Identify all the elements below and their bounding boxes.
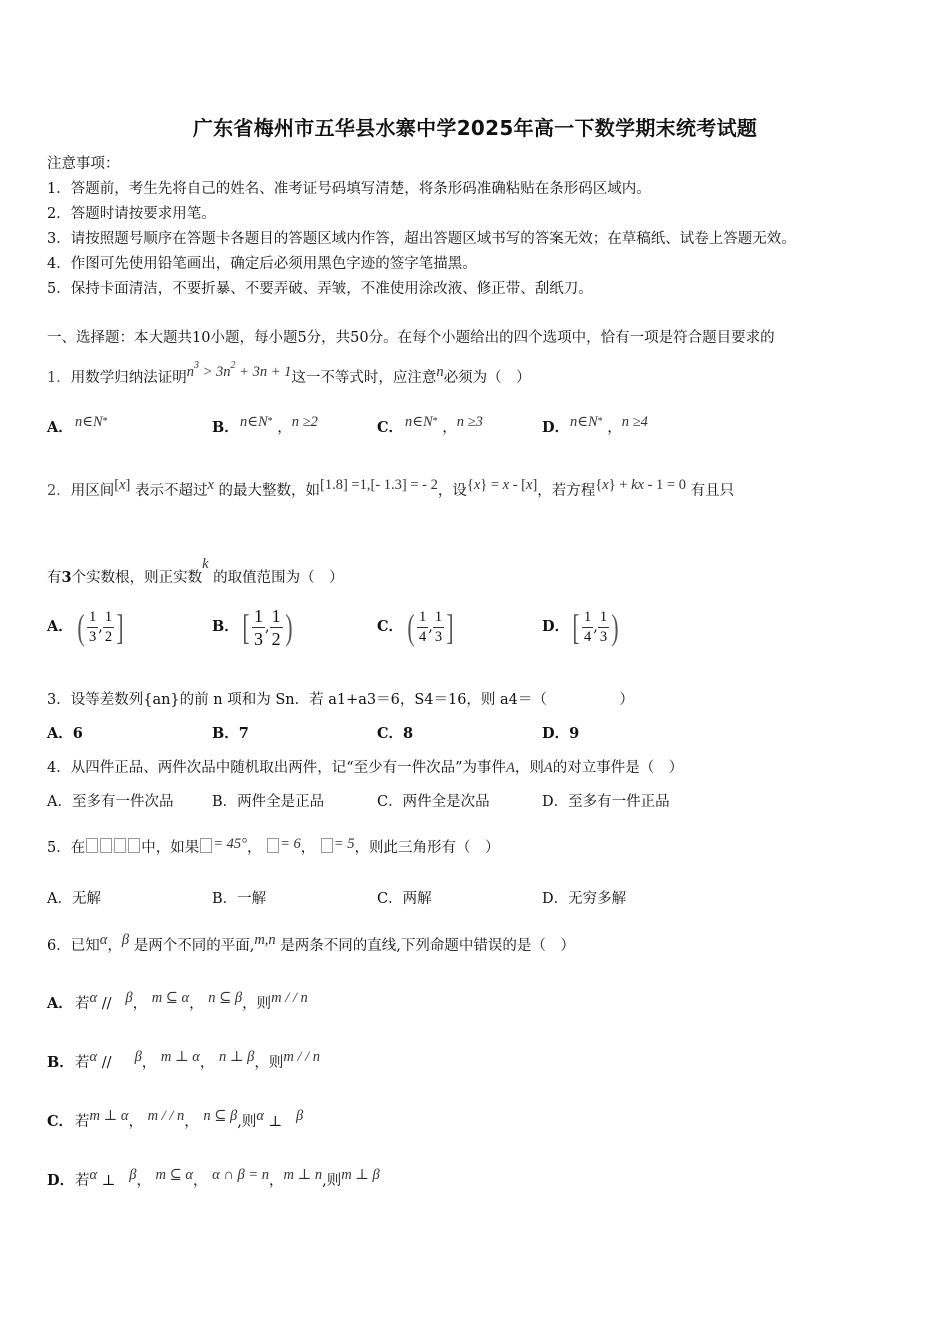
math-inequality: $n^3 > 3n^2 + 3n + 1$: [186, 360, 292, 380]
q1-option-c[interactable]: C． n∈N* ，n ≥3: [377, 414, 483, 436]
page-title: 广东省梅州市五华县水寨中学2025年高一下数学期末统考试题: [192, 116, 758, 140]
question-2: 2．用区间[x] 表示不超过x 的最大整数，如[1.8] =1,[- 1.3] = - 2，设{x} = x - [x]，若方程{x} + kx - 1 = 0 有且只: [47, 477, 735, 499]
q2-option-d[interactable]: D．[ $\frac{1}{4}$ , $\frac{1}{3}$ ): [542, 607, 619, 647]
q1-option-a[interactable]: A． n∈N*: [47, 414, 108, 436]
notice-item: 3．请按照题号顺序在答题卡各题目的答题区域内作答，超出答题区域书写的答案无效；在草稿纸、试卷上答题无效。: [47, 231, 796, 247]
notice-item: 1．答题前，考生先将自己的姓名、准考证号码填写清楚，将条形码准确粘贴在条形码区域内。: [47, 181, 651, 197]
question-1: 1．用数学归纳法证明$n^3 > 3n^2 + 3n + 1$这一不等式时，应注意n必须为（ ）: [47, 360, 531, 386]
q3-option-a[interactable]: A．6: [47, 725, 83, 742]
q4-option-a[interactable]: A．至多有一件次品: [47, 794, 174, 810]
q6-option-a[interactable]: A． 若α // β， m ⊆ α， n ⊆ β，则m / / n: [47, 990, 308, 1012]
question-2-line-2: 有3个实数根，则正实数k 的取值范围为（ ）: [47, 556, 344, 586]
q5-option-c[interactable]: C．两解: [377, 891, 432, 907]
q5-option-b[interactable]: B．一解: [212, 891, 267, 907]
q3-option-b[interactable]: B．7: [212, 725, 249, 742]
section-heading: 一、选择题：本大题共10小题，每小题5分，共50分。在每个小题给出的四个选项中，恰有一项是符合题目要求的: [47, 330, 775, 346]
notice-heading: 注意事项：: [47, 156, 120, 172]
notice-item: 4．作图可先使用铅笔画出，确定后必须用黑色字迹的签字笔描黑。: [47, 256, 477, 272]
q1-option-d[interactable]: D．n∈N* ，n ≥4: [542, 414, 648, 436]
q4-option-d[interactable]: D．至多有一件正品: [542, 794, 670, 810]
q4-option-b[interactable]: B．两件全是正品: [212, 794, 325, 810]
q2-option-c[interactable]: C． ( $\frac{1}{4}$ , $\frac{1}{3}$ ]: [377, 607, 454, 647]
q6-option-b[interactable]: B．若α // β， m ⊥ α， n ⊥ β，则m / / n: [47, 1049, 320, 1071]
q3-option-c[interactable]: C．8: [377, 725, 414, 742]
q6-option-d[interactable]: D．若α ⊥ β， m ⊆ α， α ∩ β = n，m ⊥ n,则m ⊥ β: [47, 1167, 380, 1189]
q4-option-c[interactable]: C．两件全是次品: [377, 794, 490, 810]
notice-item: 5．保持卡面清洁，不要折暴、不要弄破、弄皱，不准使用涂改液、修正带、刮纸刀。: [47, 281, 593, 297]
q1-option-b[interactable]: B．n∈N* ，n ≥2: [212, 414, 318, 436]
q3-option-d[interactable]: D．9: [542, 725, 580, 742]
missing-glyph-box: [85, 840, 141, 856]
question-3: 3．设等差数列{an}的前 n 项和为 Sn．若 a1+a3＝6，S4＝16，则 a4＝（ ）: [47, 692, 634, 708]
q2-option-b[interactable]: B． [ $\frac{1}{3}$ , $\frac{1}{2}$ ): [212, 605, 293, 649]
question-number: 1．: [47, 370, 71, 386]
q6-option-c[interactable]: C． 若m ⊥ α， m / / n， n ⊆ β,则α ⊥ β: [47, 1108, 304, 1130]
q5-option-d[interactable]: D．无穷多解: [542, 891, 627, 907]
q5-option-a[interactable]: A．无解: [47, 891, 101, 907]
question-4: 4．从四件正品、两件次品中随机取出两件，记“至少有一件次品”为事件A，则A的对立事件是（ ）: [47, 760, 684, 776]
notice-item: 2．答题时请按要求用笔。: [47, 206, 216, 222]
q2-option-a[interactable]: A． ( $\frac{1}{3}$ , $\frac{1}{2}$ ]: [47, 607, 124, 647]
question-5: 5．在 中，如果 = 45°， = 6， = 5，则此三角形有（ ）: [47, 836, 500, 856]
question-6: 6．已知α，β 是两个不同的平面,m,n 是两条不同的直线,下列命题中错误的是（ ）: [47, 932, 575, 954]
